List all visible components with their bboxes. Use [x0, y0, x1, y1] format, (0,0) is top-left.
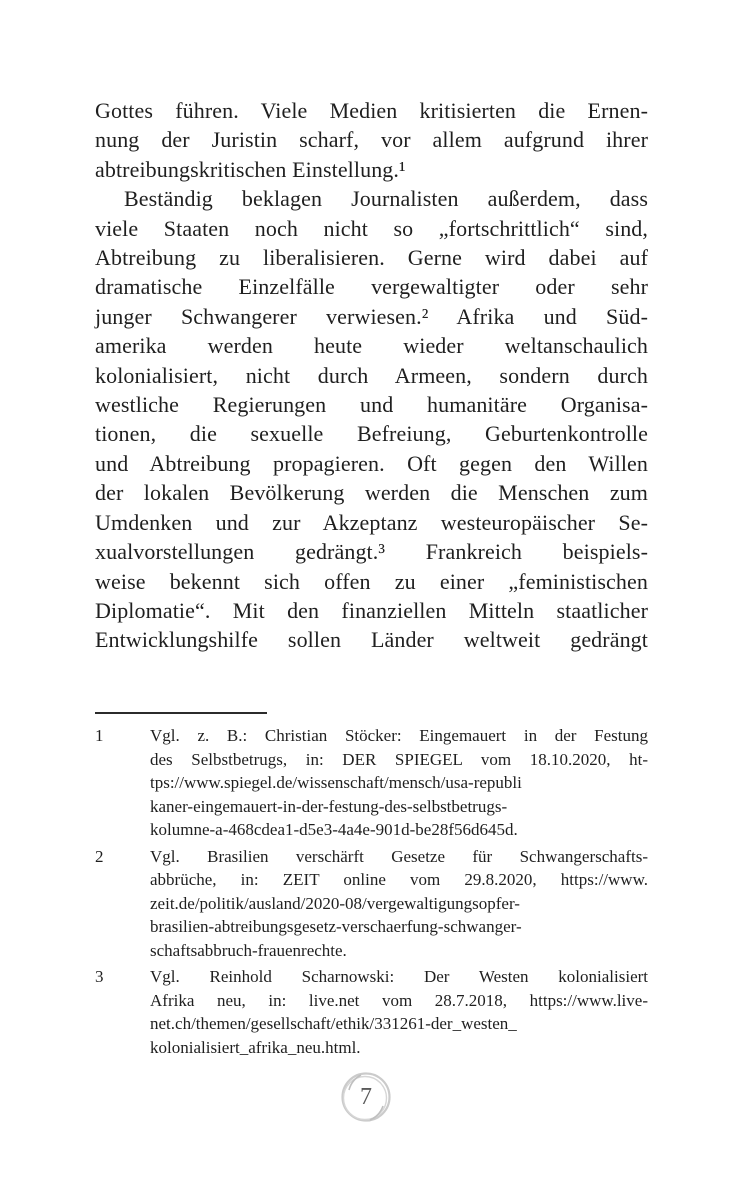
body-text-line: Entwicklungshilfe sollen Länder weltweit gedrängt [95, 627, 648, 653]
body-text-line: abtreibungskritischen Einstellung.¹ [95, 156, 406, 182]
footnote-number: 1 [95, 726, 104, 745]
footnote-text [150, 965, 648, 1059]
footnote-text [150, 724, 648, 842]
body-text-line: Diplomatie“. Mit den finanziellen Mitteln staatlicher [95, 597, 648, 623]
body-text-line: Abtreibung zu liberalisieren. Gerne wird dabei auf [95, 245, 648, 271]
footnote-line: Vgl. Reinhold Scharnowski: Der Westen kolonialisiert [150, 967, 648, 986]
body-text-line: xualvorstellungen gedrängt.³ Frankreich beispiels- [95, 539, 648, 565]
body-text-line: weise bekennt sich offen zu einer „feministischen [95, 568, 648, 594]
footnote-separator [95, 712, 267, 714]
footnote-line: des Selbstbetrugs, in: DER SPIEGEL vom 18.10.2020, ht- [150, 749, 648, 769]
body-text-line: viele Staaten noch nicht so „fortschrittlich“ sind, [95, 215, 648, 241]
body-text [95, 96, 648, 655]
body-text-line: amerika werden heute wieder weltanschaulich [95, 333, 648, 359]
footnote-line: schaftsabbruch-frauenrechte. [150, 940, 347, 960]
footnote-text [150, 845, 648, 963]
body-text-line: Gottes führen. Viele Medien kritisierten die Ernen- [95, 98, 648, 123]
footnote-line: Vgl. Brasilien verschärft Gesetze für Schwangerschafts- [150, 846, 648, 866]
paragraph-2 [95, 184, 648, 655]
paragraph-1 [95, 96, 648, 184]
footnotes-section [95, 724, 648, 1059]
footnote-number: 2 [95, 846, 104, 866]
footnote-line: zeit.de/politik/ausland/2020-08/vergewaltigungsopfer- [150, 893, 520, 913]
body-text-line: der lokalen Bevölkerung werden die Menschen zum [95, 480, 648, 506]
body-text-line: und Abtreibung propagieren. Oft gegen den Willen [95, 450, 648, 476]
footnote-line: kaner-eingemauert-in-der-festung-des-selbstbetrugs- [150, 796, 508, 816]
body-text-line: dramatische Einzelfälle vergewaltigter oder sehr [95, 274, 648, 300]
footnote-line: abbrüche, in: ZEIT online vom 29.8.2020, https://www. [150, 870, 648, 889]
footnote-line: Afrika neu, in: live.net vom 28.7.2018, https://www.live- [150, 990, 648, 1010]
footnote-number: 3 [95, 967, 104, 986]
footnote-line: tps://www.spiegel.de/wissenschaft/mensch/usa-republi [150, 773, 522, 792]
footnote-1 [95, 724, 648, 842]
footnote-line: Vgl. z. B.: Christian Stöcker: Eingemauert in der Festung [150, 726, 648, 745]
page-number: 7 [360, 1083, 372, 1110]
body-text-line: junger Schwangerer verwiesen.² Afrika und Süd- [95, 303, 648, 329]
body-text-line: Umdenken und zur Akzeptanz westeuropäischer Se- [95, 509, 648, 535]
body-text-line: Beständig beklagen Journalisten außerdem, dass [124, 186, 648, 212]
body-text-line: nung der Juristin scharf, vor allem aufgrund ihrer [95, 127, 648, 153]
footnote-line: net.ch/themen/gesellschaft/ethik/331261-der_westen_ [150, 1014, 517, 1033]
footnote-3 [95, 965, 648, 1059]
footnote-line: kolonialisiert_afrika_neu.html. [150, 1037, 361, 1057]
footnote-2 [95, 845, 648, 963]
body-text-line: kolonialisiert, nicht durch Armeen, sondern durch [95, 362, 648, 388]
body-text-line: tionen, die sexuelle Befreiung, Geburtenkontrolle [95, 421, 648, 447]
footnote-line: kolumne-a-468cdea1-d5e3-4a4e-901d-be28f56d645d. [150, 820, 518, 839]
page-number-badge [337, 1068, 395, 1126]
footnote-line: brasilien-abtreibungsgesetz-verschaerfung-schwanger- [150, 917, 522, 936]
body-text-line: westliche Regierungen und humanitäre Organisa- [95, 392, 648, 418]
